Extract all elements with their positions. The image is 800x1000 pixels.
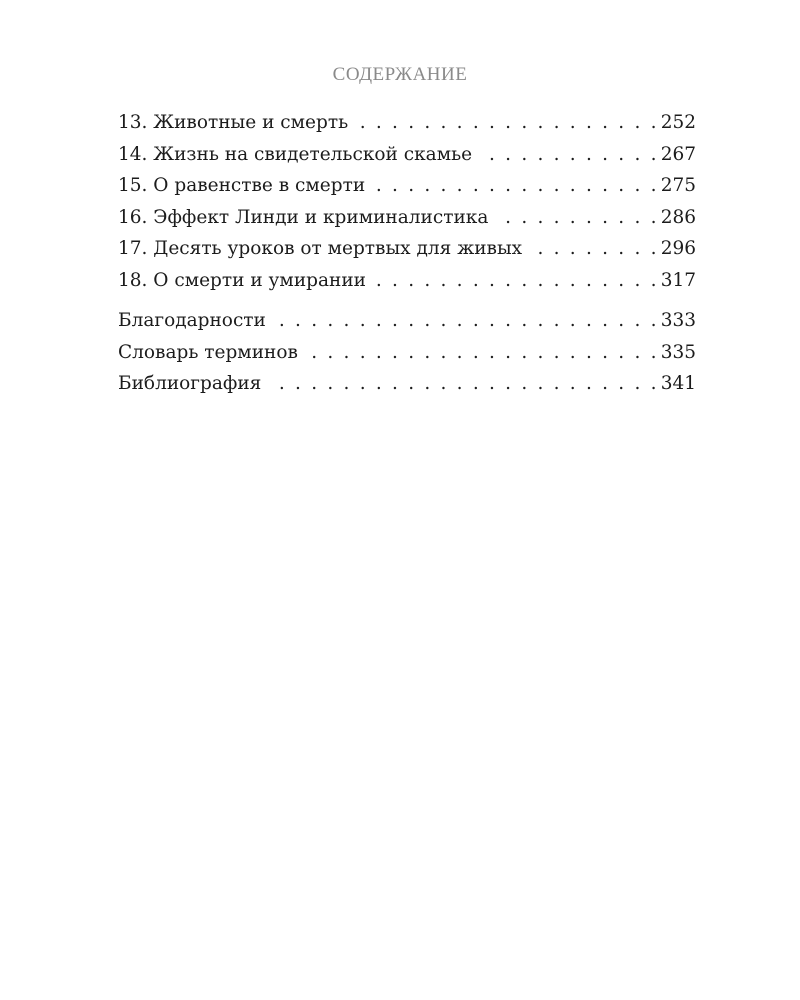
toc-entry-title: 18. О смерти и умирании — [118, 269, 367, 291]
toc-entry-page: 252 — [660, 112, 696, 133]
toc-entry-chapter-16[interactable] — [118, 202, 696, 234]
page-header: СОДЕРЖАНИЕ — [332, 64, 468, 85]
dot-leader — [371, 170, 659, 202]
toc-entry-page: 335 — [660, 341, 696, 363]
dot-leader — [494, 202, 658, 234]
toc-entry-bibliography[interactable] — [118, 368, 696, 400]
toc-entry-title: 13. Животные и смерть — [118, 112, 349, 133]
dot-leader — [478, 139, 659, 171]
toc-entry-acknowledgements[interactable] — [118, 305, 696, 337]
toc-entry-title: Библиография — [118, 373, 262, 394]
toc-entry-title: Благодарности — [118, 310, 266, 331]
toc-entry-page: 296 — [660, 238, 696, 259]
toc-entry-page: 267 — [660, 143, 696, 165]
toc-entry-chapter-13[interactable] — [118, 107, 696, 139]
dot-leader — [372, 265, 659, 297]
toc-entry-glossary[interactable] — [118, 337, 696, 369]
toc-entry-title: 16. Эффект Линди и криминалистика — [118, 206, 489, 228]
toc-entry-title: 14. Жизнь на свидетельской скамье — [118, 143, 473, 165]
toc-entry-page: 286 — [660, 206, 696, 228]
toc-entry-page: 275 — [660, 175, 696, 196]
dot-leader — [272, 305, 659, 337]
toc-entry-chapter-17[interactable] — [118, 233, 696, 265]
toc-chapters — [118, 107, 696, 296]
toc-entry-title: Словарь терминов — [118, 341, 298, 363]
toc-entry-page: 333 — [660, 310, 696, 331]
dot-leader — [528, 233, 659, 265]
toc-back-matter — [118, 305, 696, 400]
toc-entry-chapter-15[interactable] — [118, 170, 696, 202]
dot-leader — [304, 337, 659, 369]
toc-entry-title: 17. Десять уроков от мертвых для живых — [118, 238, 523, 259]
dot-leader — [267, 368, 658, 400]
toc-entry-page: 317 — [660, 269, 696, 291]
toc-entry-title: 15. О равенстве в смерти — [118, 175, 366, 196]
dot-leader — [354, 107, 659, 139]
toc-entry-chapter-18[interactable] — [118, 265, 696, 297]
toc-entry-page: 341 — [660, 373, 696, 394]
toc-entry-chapter-14[interactable] — [118, 139, 696, 171]
